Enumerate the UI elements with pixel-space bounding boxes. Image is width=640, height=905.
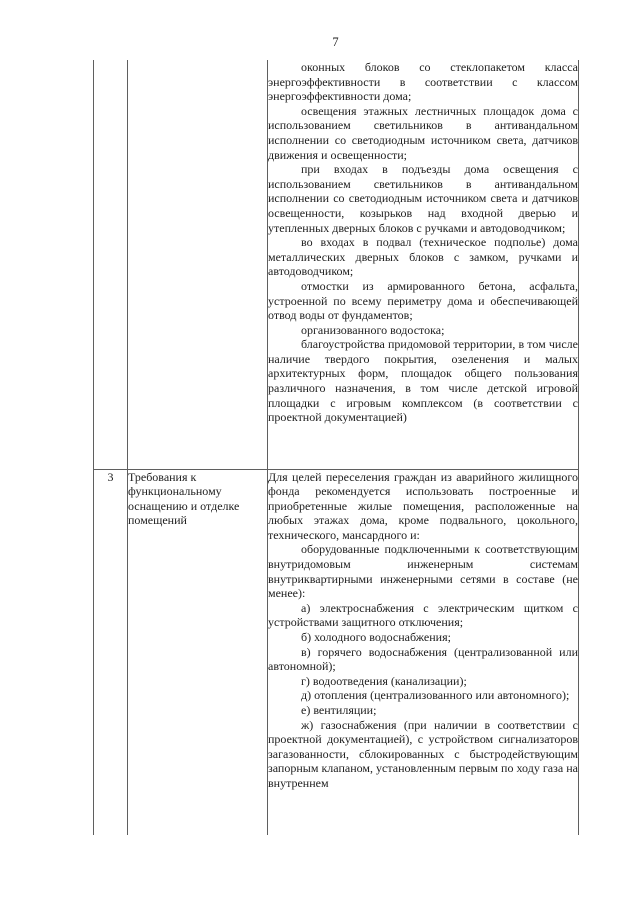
- paragraph: б) холодного водоснабжения;: [301, 630, 451, 645]
- paragraph: освещения этажных лестничных площадок дома с использованием светильников в антивандальном исполнении со светодиодным источником света, датчиков движения и освещенности;: [268, 103, 578, 162]
- paragraph: в) горячего водоснабжения (централизованной или автономной);: [268, 644, 578, 674]
- requirements-table: [93, 60, 579, 835]
- row-title-cell: Требования к функциональному оснащению и отделке помещений: [128, 469, 268, 835]
- paragraph: а) электроснабжения с электрическим щитком с устройствами защитного отключения;: [268, 600, 578, 630]
- row-number-cell: [94, 60, 128, 469]
- paragraph: во входах в подвал (техническое подполье) дома металлических дверных блоков с замком, ручками и автодоводчиком;: [268, 235, 578, 279]
- table-row: [94, 60, 579, 469]
- paragraph: д) отопления (централизованного или автономного);: [301, 688, 570, 703]
- paragraph: благоустройства придомовой территории, в том числе наличие твердого покрытия, озеленения и малых архитектурных форм, площадок общего пользования различного назначения, в том числе детской игровой площадки с игровым комплексом (в соответствии с проектной документацией): [268, 337, 578, 425]
- row-content-cell: [268, 469, 579, 835]
- paragraph: оконных блоков со стеклопакетом класса энергоэффективности в соответствии с классом энергоэффективности дома;: [268, 60, 578, 104]
- paragraph: организованного водостока;: [301, 322, 445, 337]
- table-row: [94, 469, 579, 835]
- paragraph: г) водоотведения (канализации);: [301, 673, 467, 688]
- paragraph: отмостки из армированного бетона, асфальта, устроенной по всему периметру дома и обеспечивающей отвод воды от фундаментов;: [268, 278, 578, 323]
- page-number: 7: [332, 35, 339, 49]
- row-number-cell: 3: [94, 469, 128, 835]
- paragraph: Для целей переселения граждан из аварийного жилищного фонда рекомендуется использовать построенные и приобретенные жилые помещения, расположенные на любых этажах дома, кроме подвального, цокольного, технического, мансардного и:: [268, 469, 578, 542]
- paragraph: е) вентиляции;: [301, 703, 377, 717]
- paragraph: ж) газоснабжения (при наличии в соответствии с проектной документацией), с устройством сигнализаторов загазованности, сблокированных с быстродействующим запорным клапаном, установленным первым по ходу газа на внутреннем: [268, 717, 578, 790]
- row-content-cell: [268, 60, 579, 469]
- paragraph: оборудованные подключенными к соответствующим внутридомовым инженерным системам внутриквартирными инженерными сетями в составе (не менее):: [268, 542, 578, 601]
- paragraph: при входах в подъезды дома освещения с использованием светильников в антивандальном исполнении со светодиодным источником света и датчиков освещенности, козырьков над входной дверью и утепленных дверных блоков с ручками и автодоводчиком;: [268, 162, 578, 235]
- row-title-cell: [128, 60, 268, 469]
